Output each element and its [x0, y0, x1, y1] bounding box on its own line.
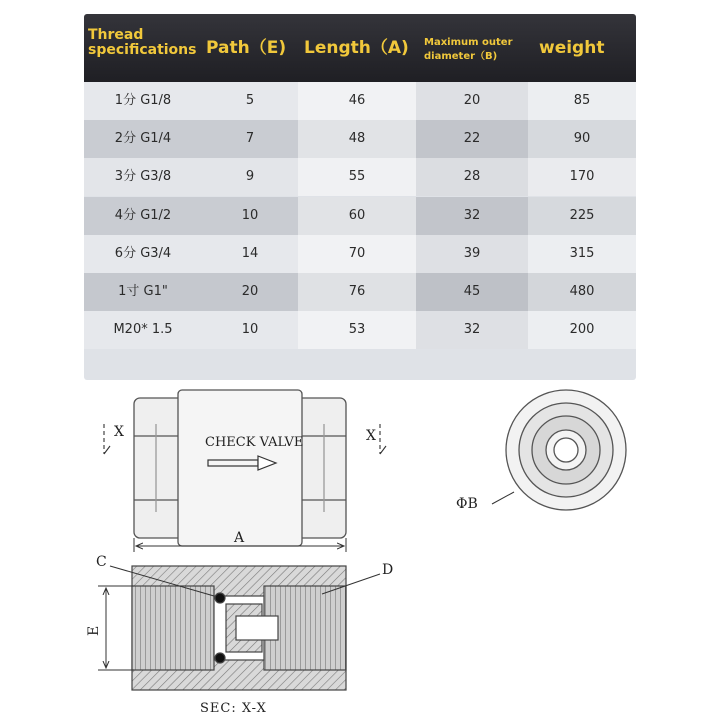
weight-cell: 480	[528, 273, 636, 311]
length-cell: 60	[298, 197, 416, 235]
length-cell: 48	[298, 120, 416, 158]
thread-cell: 1分 G1/8	[114, 93, 172, 108]
header-max-outer-diameter: Maximum outer diameter（B)	[424, 37, 513, 62]
section-x-right: X	[366, 428, 376, 444]
weight-cell: 170	[528, 158, 636, 196]
header-weight: weight	[539, 38, 605, 58]
callout-d-label: D	[382, 562, 394, 578]
weight-cell: 90	[528, 120, 636, 158]
weight-cell: 315	[528, 235, 636, 273]
diameter-cell: 32	[416, 197, 528, 235]
dimension-e-label: E	[86, 625, 102, 636]
thread-cell: 6分 G3/4	[114, 245, 172, 261]
weight-cell: 85	[528, 82, 636, 120]
length-cell: 46	[298, 82, 416, 120]
length-cell: 53	[298, 311, 416, 349]
specification-table	[84, 14, 636, 380]
path-cell: 7	[245, 131, 255, 147]
header-path: Path（E)	[206, 38, 287, 58]
section-caption: SEC: X-X	[200, 701, 267, 716]
header-length: Length（A)	[304, 38, 409, 58]
valve-cross-section	[132, 566, 346, 690]
length-cell: 70	[298, 235, 416, 273]
header-thread-spec: Thread specifications	[88, 27, 197, 58]
thread-cell: 3分 G3/8	[114, 169, 172, 185]
length-cell: 76	[298, 273, 416, 311]
table-row	[84, 311, 636, 349]
dimension-a-label: A	[234, 530, 245, 546]
section-x-left: X	[114, 424, 124, 440]
path-cell: 20	[241, 284, 259, 299]
table-row	[84, 82, 636, 120]
thread-cell: M20* 1.5	[113, 322, 173, 338]
callout-c-label: C	[96, 554, 107, 570]
diameter-cell: 32	[416, 311, 528, 349]
section-mark-right	[380, 424, 386, 454]
thread-cell: 1寸 G1"	[118, 284, 168, 299]
check-valve-label: CHECK VALVE	[205, 435, 304, 450]
check-valve-drawing	[0, 380, 720, 720]
table-header	[84, 14, 636, 82]
dimension-b-label: ΦB	[456, 496, 478, 512]
thread-cell: 2分 G1/4	[114, 131, 172, 147]
table-row	[84, 235, 636, 273]
path-cell: 5	[245, 93, 255, 108]
thread-cell: 4分 G1/2	[114, 207, 172, 223]
dimension-b-line	[492, 492, 514, 504]
path-cell: 9	[245, 169, 255, 185]
path-cell: 10	[241, 322, 259, 338]
path-cell: 10	[241, 207, 259, 223]
valve-side-view	[134, 390, 346, 546]
path-cell: 14	[241, 245, 259, 261]
section-mark-left	[104, 424, 110, 454]
table-row	[84, 197, 636, 235]
table-row	[84, 273, 636, 311]
diameter-cell: 22	[416, 120, 528, 158]
dimension-e-line	[98, 586, 134, 670]
valve-end-view	[506, 390, 626, 510]
diameter-cell: 20	[416, 82, 528, 120]
diameter-cell: 39	[416, 235, 528, 273]
length-cell: 55	[298, 158, 416, 196]
table-row	[84, 158, 636, 196]
weight-cell: 200	[528, 311, 636, 349]
diameter-cell: 28	[416, 158, 528, 196]
diameter-cell: 45	[416, 273, 528, 311]
weight-cell: 225	[528, 197, 636, 235]
table-row	[84, 120, 636, 158]
